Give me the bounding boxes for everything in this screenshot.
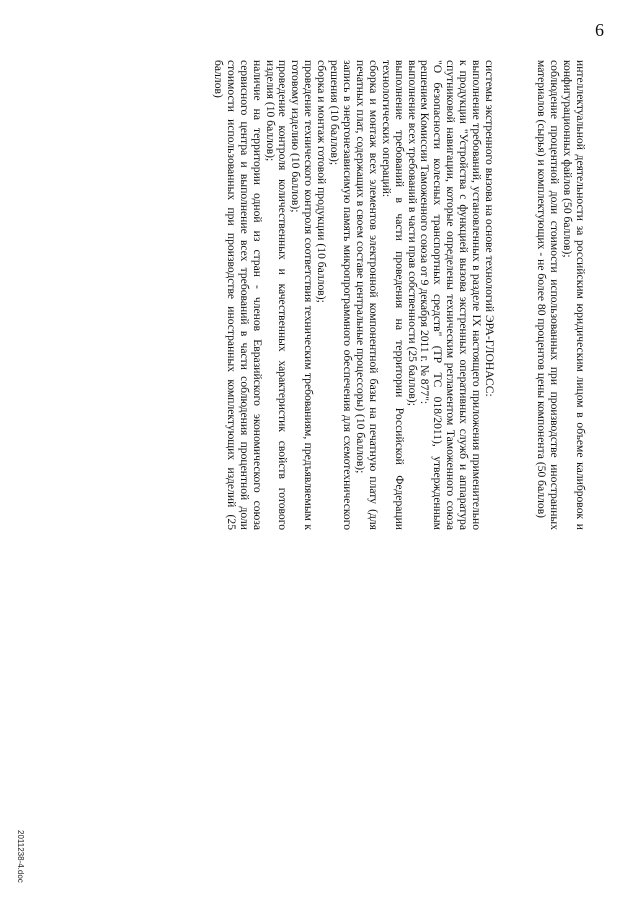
- file-code-footer: 2011238-4.doc: [16, 830, 25, 883]
- paragraph: сборка и монтаж готовой продукции (10 баллов);: [315, 60, 329, 303]
- paragraph-block-2: [211, 60, 495, 530]
- paragraph-block-1: [534, 60, 586, 530]
- paragraph: выполнение требований, установленных в разделе IX настоящего приложения применительно к продукции "Устройства с функцией вызова экстренных оперативных служб и аппаратура спутниковой навигации, которые определены техническим регламентом Таможенного союза "О безопасности колесных транспортных средств" (ТР ТС 018/2011), утвержденным решением Комиссии Таможенного союза от 9 декабря 2011 г. № 877":: [418, 60, 484, 530]
- paragraph: выполнение требований в части проведения на территории Российской Федерации технологических операций:: [379, 60, 406, 530]
- page-number-text: 6: [595, 20, 604, 40]
- paragraph: выполнение всех требований в части прав собственности (25 баллов);: [405, 60, 419, 406]
- paragraph: интеллектуальной деятельности за российским юридическим лицом в объеме калибровок и конфигурационных файлов (50 баллов);: [561, 60, 587, 530]
- paragraph: системы экстренного вызова на основе технологий ЭРА-ГЛОНАСС:: [483, 60, 496, 397]
- paragraph: запись в энергонезависимую память микропрограммного обеспечения для схемотехнического решения (10 баллов);: [328, 60, 355, 530]
- paragraph: сборка и монтаж всех элементов электронной компонентной базы на печатную плату (для печатных плат, содержащих в своем составе центральные процессоры) (10 баллов);: [353, 60, 380, 530]
- page-number: [594, 20, 614, 40]
- paragraph: проведение технического контроля соответствия техническим требованиям, предъявляемым к готовому изделию (10 баллов);: [289, 60, 316, 530]
- paragraph: наличие на территории одной из стран - членов Евразийского экономического союза сервисного центра и выполнение всех требований в части соблюдения процентной доли стоимости использованных при производстве иностранных комплектующих изделий (25 баллов): [211, 60, 264, 530]
- paragraph: проведение контроля количественных и качественных характеристик свойств готового изделия (10 баллов);: [263, 60, 290, 530]
- paragraph: соблюдение процентной доли стоимости использованных при производстве иностранных материалов (сырья) и комплектующих - не более 80 процентов цены компонента (50 баллов): [535, 60, 562, 530]
